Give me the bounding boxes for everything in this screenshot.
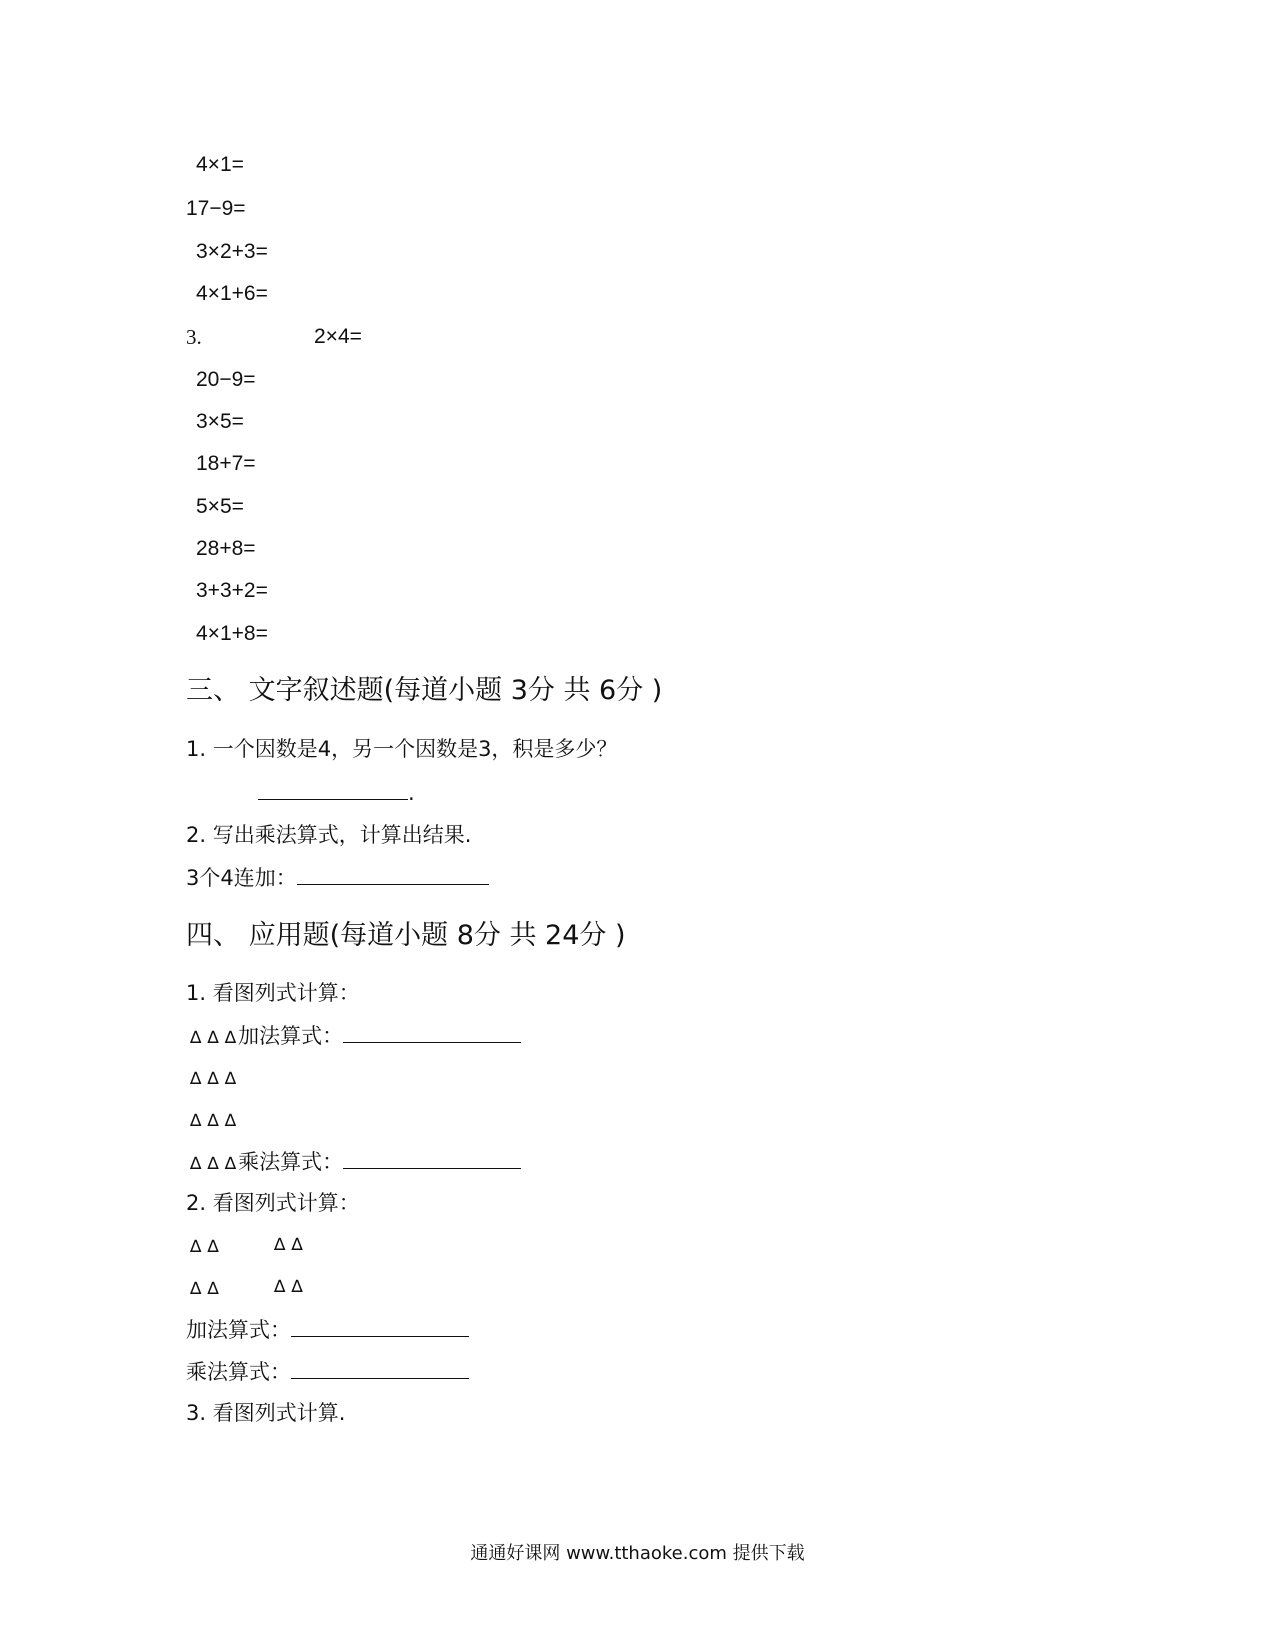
answer-blank[interactable] — [297, 864, 489, 885]
triangle-pair: ∆∆ — [274, 1235, 309, 1255]
section-3-heading: 三、 文字叙述题(每道小题 3分 共 6分 ) — [186, 675, 663, 706]
addition-label: 加法算式： — [186, 1318, 291, 1342]
calc-line: 17−9= — [186, 197, 246, 220]
calc-line: 18+7= — [196, 452, 256, 475]
multiplication-label: 乘法算式： — [238, 1150, 344, 1174]
addition-answer-blank[interactable] — [291, 1316, 469, 1337]
addition-answer-blank[interactable] — [343, 1022, 521, 1043]
triangle-row — [190, 1022, 521, 1051]
repeated-addition-label: 3个4连加： — [186, 866, 297, 890]
section-3-question-1: 1. 一个因数是4，另一个因数是3，积是多少？ — [186, 737, 618, 761]
answer-blank[interactable] — [258, 779, 408, 800]
triangle-group: ∆∆∆ — [190, 1111, 243, 1131]
problem-number: 3. — [186, 325, 202, 349]
triangle-pair: ∆∆ — [274, 1277, 309, 1297]
calc-line: 3×5= — [196, 410, 244, 433]
multiplication-row — [186, 1358, 469, 1385]
triangle-pair: ∆∆ — [190, 1237, 225, 1257]
calc-line: 4×1+6= — [196, 282, 268, 305]
triangle-group: ∆∆∆ — [190, 1028, 243, 1048]
section-4-question-3: 3. 看图列式计算. — [186, 1401, 346, 1425]
section-4-question-1: 1. 看图列式计算： — [186, 981, 360, 1005]
problem-3-row — [186, 324, 362, 350]
addition-row — [186, 1316, 469, 1343]
section-3-question-2: 2. 写出乘法算式，计算出结果. — [186, 823, 472, 847]
triangle-row — [190, 1106, 242, 1134]
answer-blank-row — [258, 779, 415, 806]
calc-line: 4×1+8= — [196, 622, 268, 645]
triangle-pair-row — [190, 1232, 309, 1260]
triangle-pair-row — [190, 1274, 309, 1302]
triangle-group: ∆∆∆ — [190, 1154, 243, 1174]
multiplication-answer-blank[interactable] — [291, 1358, 469, 1379]
triangle-group: ∆∆∆ — [190, 1069, 243, 1089]
calc-line: 20−9= — [196, 368, 256, 391]
period: . — [408, 781, 415, 805]
triangle-pair: ∆∆ — [190, 1279, 225, 1299]
page-footer: 通通好课网 www.tthaoke.com 提供下载 — [470, 1543, 805, 1564]
triangle-row — [190, 1148, 521, 1177]
repeated-addition-row — [186, 864, 489, 891]
calc-line: 28+8= — [196, 537, 256, 560]
calc-line: 4×1= — [196, 153, 244, 176]
section-4-question-2: 2. 看图列式计算： — [186, 1191, 360, 1215]
calc-line: 5×5= — [196, 495, 244, 518]
problem-expression: 2×4= — [314, 325, 362, 348]
calc-line: 3×2+3= — [196, 240, 268, 263]
section-4-heading: 四、 应用题(每道小题 8分 共 24分 ) — [186, 920, 626, 951]
multiplication-label: 乘法算式： — [186, 1360, 291, 1384]
calc-line: 3+3+2= — [196, 579, 268, 602]
addition-label: 加法算式： — [238, 1024, 344, 1048]
multiplication-answer-blank[interactable] — [343, 1148, 521, 1169]
triangle-row — [190, 1064, 242, 1092]
